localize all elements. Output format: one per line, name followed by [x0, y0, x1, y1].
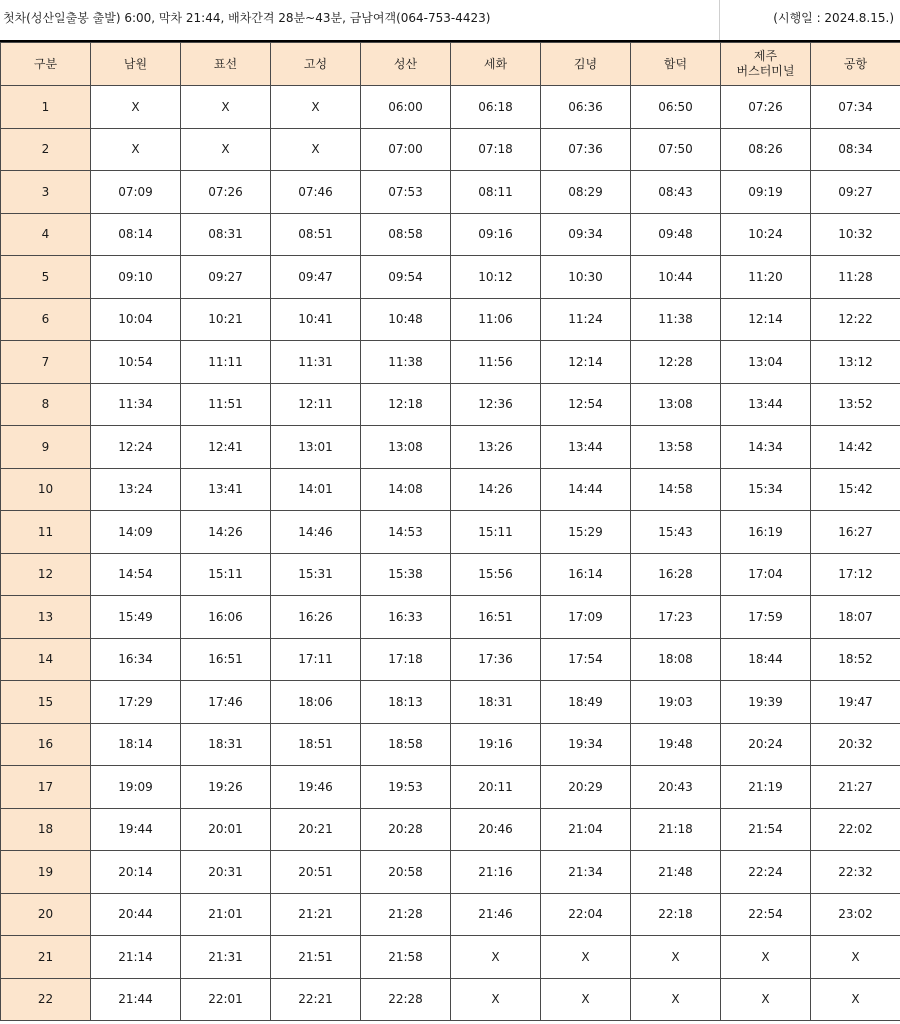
departure-time-cell: 19:53: [361, 766, 451, 809]
table-row: [1, 171, 900, 214]
departure-time-cell: 13:26: [451, 426, 541, 469]
departure-time-cell: X: [91, 86, 181, 129]
column-header-stop: 표선: [181, 43, 271, 86]
departure-time-cell: 22:32: [811, 851, 900, 894]
table-row: [1, 723, 900, 766]
departure-time-cell: 19:34: [541, 723, 631, 766]
trip-number-cell: 10: [1, 468, 91, 511]
trip-number-cell: 22: [1, 978, 91, 1021]
departure-time-cell: 09:10: [91, 256, 181, 299]
departure-time-cell: 16:26: [271, 596, 361, 639]
departure-time-cell: 07:00: [361, 128, 451, 171]
departure-time-cell: 20:14: [91, 851, 181, 894]
trip-number-cell: 9: [1, 426, 91, 469]
departure-time-cell: 21:31: [181, 936, 271, 979]
departure-time-cell: 10:21: [181, 298, 271, 341]
departure-time-cell: 14:44: [541, 468, 631, 511]
table-row: [1, 383, 900, 426]
departure-time-cell: 21:28: [361, 893, 451, 936]
departure-time-cell: 22:18: [631, 893, 721, 936]
table-row: [1, 511, 900, 554]
departure-time-cell: 11:11: [181, 341, 271, 384]
departure-time-cell: 14:42: [811, 426, 900, 469]
departure-time-cell: X: [541, 978, 631, 1021]
departure-time-cell: 21:48: [631, 851, 721, 894]
departure-time-cell: 16:33: [361, 596, 451, 639]
departure-time-cell: X: [631, 936, 721, 979]
table-row: [1, 596, 900, 639]
trip-number-cell: 3: [1, 171, 91, 214]
departure-time-cell: 21:58: [361, 936, 451, 979]
departure-time-cell: 12:18: [361, 383, 451, 426]
trip-number-cell: 13: [1, 596, 91, 639]
departure-time-cell: X: [181, 128, 271, 171]
departure-time-cell: 18:31: [451, 681, 541, 724]
departure-time-cell: X: [451, 978, 541, 1021]
departure-time-cell: X: [91, 128, 181, 171]
departure-time-cell: 18:31: [181, 723, 271, 766]
departure-time-cell: 13:44: [721, 383, 811, 426]
departure-time-cell: 08:34: [811, 128, 900, 171]
table-row: [1, 426, 900, 469]
departure-time-cell: 22:21: [271, 978, 361, 1021]
departure-time-cell: 20:43: [631, 766, 721, 809]
departure-time-cell: 10:12: [451, 256, 541, 299]
table-row: [1, 808, 900, 851]
departure-time-cell: 09:27: [811, 171, 900, 214]
departure-time-cell: 22:01: [181, 978, 271, 1021]
departure-time-cell: 08:43: [631, 171, 721, 214]
departure-time-cell: 19:03: [631, 681, 721, 724]
departure-time-cell: 18:51: [271, 723, 361, 766]
departure-time-cell: 11:38: [631, 298, 721, 341]
departure-time-cell: 11:34: [91, 383, 181, 426]
trip-number-cell: 19: [1, 851, 91, 894]
departure-time-cell: 18:08: [631, 638, 721, 681]
departure-time-cell: 19:26: [181, 766, 271, 809]
departure-time-cell: 13:01: [271, 426, 361, 469]
table-row: [1, 638, 900, 681]
departure-time-cell: 18:13: [361, 681, 451, 724]
departure-time-cell: X: [181, 86, 271, 129]
departure-time-cell: 20:28: [361, 808, 451, 851]
departure-time-cell: 09:16: [451, 213, 541, 256]
departure-time-cell: 09:27: [181, 256, 271, 299]
table-row: [1, 893, 900, 936]
table-row: [1, 128, 900, 171]
table-row: [1, 766, 900, 809]
departure-time-cell: 22:02: [811, 808, 900, 851]
departure-time-cell: 10:41: [271, 298, 361, 341]
schedule-info: 첫차(성산일출봉 출발) 6:00, 막차 21:44, 배차간격 28분~43분, 금남여객(064-753-4423): [3, 11, 491, 25]
departure-time-cell: 22:28: [361, 978, 451, 1021]
column-header-stop: 성산: [361, 43, 451, 86]
departure-time-cell: 17:29: [91, 681, 181, 724]
departure-time-cell: 19:39: [721, 681, 811, 724]
departure-time-cell: 16:14: [541, 553, 631, 596]
departure-time-cell: 20:11: [451, 766, 541, 809]
trip-number-cell: 5: [1, 256, 91, 299]
departure-time-cell: 11:31: [271, 341, 361, 384]
departure-time-cell: 09:47: [271, 256, 361, 299]
departure-time-cell: 16:06: [181, 596, 271, 639]
departure-time-cell: 14:34: [721, 426, 811, 469]
schedule-header: [0, 0, 900, 42]
departure-time-cell: 14:26: [181, 511, 271, 554]
table-row: [1, 298, 900, 341]
column-header-stop: 고성: [271, 43, 361, 86]
departure-time-cell: 14:01: [271, 468, 361, 511]
departure-time-cell: 18:06: [271, 681, 361, 724]
table-row: [1, 553, 900, 596]
table-row: [1, 978, 900, 1021]
departure-time-cell: 18:07: [811, 596, 900, 639]
departure-time-cell: 21:27: [811, 766, 900, 809]
departure-time-cell: 23:02: [811, 893, 900, 936]
departure-time-cell: 21:16: [451, 851, 541, 894]
departure-time-cell: 15:11: [451, 511, 541, 554]
departure-time-cell: 20:29: [541, 766, 631, 809]
departure-time-cell: 21:46: [451, 893, 541, 936]
departure-time-cell: 15:43: [631, 511, 721, 554]
departure-time-cell: 17:09: [541, 596, 631, 639]
departure-time-cell: 10:44: [631, 256, 721, 299]
trip-number-cell: 20: [1, 893, 91, 936]
departure-time-cell: 13:41: [181, 468, 271, 511]
departure-time-cell: 13:08: [361, 426, 451, 469]
departure-time-cell: 17:23: [631, 596, 721, 639]
departure-time-cell: 09:54: [361, 256, 451, 299]
table-row: [1, 256, 900, 299]
departure-time-cell: X: [811, 936, 900, 979]
departure-time-cell: 07:26: [181, 171, 271, 214]
departure-time-cell: 06:18: [451, 86, 541, 129]
departure-time-cell: 21:01: [181, 893, 271, 936]
departure-time-cell: 20:44: [91, 893, 181, 936]
departure-time-cell: 20:24: [721, 723, 811, 766]
departure-time-cell: X: [721, 936, 811, 979]
departure-time-cell: 18:44: [721, 638, 811, 681]
departure-time-cell: X: [811, 978, 900, 1021]
column-header-stop: 공항: [811, 43, 900, 86]
departure-time-cell: 11:28: [811, 256, 900, 299]
departure-time-cell: X: [271, 128, 361, 171]
departure-time-cell: 16:27: [811, 511, 900, 554]
departure-time-cell: 07:46: [271, 171, 361, 214]
header-divider: [719, 0, 720, 40]
column-header-stop: 제주 버스터미널: [721, 43, 811, 86]
departure-time-cell: 13:44: [541, 426, 631, 469]
departure-time-cell: 09:48: [631, 213, 721, 256]
departure-time-cell: 21:04: [541, 808, 631, 851]
departure-time-cell: 11:38: [361, 341, 451, 384]
departure-time-cell: X: [271, 86, 361, 129]
departure-time-cell: 10:24: [721, 213, 811, 256]
departure-time-cell: 08:51: [271, 213, 361, 256]
departure-time-cell: 08:58: [361, 213, 451, 256]
departure-time-cell: 13:08: [631, 383, 721, 426]
trip-number-cell: 6: [1, 298, 91, 341]
departure-time-cell: 08:14: [91, 213, 181, 256]
departure-time-cell: 17:59: [721, 596, 811, 639]
departure-time-cell: 21:44: [91, 978, 181, 1021]
departure-time-cell: 21:34: [541, 851, 631, 894]
departure-time-cell: 19:47: [811, 681, 900, 724]
departure-time-cell: 12:24: [91, 426, 181, 469]
departure-time-cell: 14:08: [361, 468, 451, 511]
departure-time-cell: 11:51: [181, 383, 271, 426]
trip-number-cell: 7: [1, 341, 91, 384]
trip-number-cell: 15: [1, 681, 91, 724]
departure-time-cell: 19:16: [451, 723, 541, 766]
departure-time-cell: 19:09: [91, 766, 181, 809]
column-header-stop: 김녕: [541, 43, 631, 86]
departure-time-cell: 16:28: [631, 553, 721, 596]
departure-time-cell: 12:36: [451, 383, 541, 426]
departure-time-cell: 14:53: [361, 511, 451, 554]
departure-time-cell: 09:34: [541, 213, 631, 256]
departure-time-cell: 15:11: [181, 553, 271, 596]
departure-time-cell: 11:56: [451, 341, 541, 384]
column-header-stop: 남원: [91, 43, 181, 86]
departure-time-cell: 17:36: [451, 638, 541, 681]
table-row: [1, 213, 900, 256]
departure-time-cell: 17:18: [361, 638, 451, 681]
departure-time-cell: 22:24: [721, 851, 811, 894]
departure-time-cell: 19:46: [271, 766, 361, 809]
departure-time-cell: 12:22: [811, 298, 900, 341]
departure-time-cell: 14:58: [631, 468, 721, 511]
departure-time-cell: 21:54: [721, 808, 811, 851]
trip-number-cell: 21: [1, 936, 91, 979]
departure-time-cell: 08:31: [181, 213, 271, 256]
departure-time-cell: 15:31: [271, 553, 361, 596]
departure-time-cell: 18:58: [361, 723, 451, 766]
departure-time-cell: 20:32: [811, 723, 900, 766]
departure-time-cell: 16:51: [181, 638, 271, 681]
departure-time-cell: 22:04: [541, 893, 631, 936]
departure-time-cell: 13:24: [91, 468, 181, 511]
departure-time-cell: 07:18: [451, 128, 541, 171]
departure-time-cell: 18:52: [811, 638, 900, 681]
departure-time-cell: 16:51: [451, 596, 541, 639]
departure-time-cell: 10:30: [541, 256, 631, 299]
departure-time-cell: 17:04: [721, 553, 811, 596]
departure-time-cell: 11:06: [451, 298, 541, 341]
trip-number-cell: 11: [1, 511, 91, 554]
trip-number-cell: 12: [1, 553, 91, 596]
departure-time-cell: 14:46: [271, 511, 361, 554]
departure-time-cell: 20:01: [181, 808, 271, 851]
departure-time-cell: 12:54: [541, 383, 631, 426]
departure-time-cell: 09:19: [721, 171, 811, 214]
departure-time-cell: X: [721, 978, 811, 1021]
departure-time-cell: 06:50: [631, 86, 721, 129]
departure-time-cell: 20:51: [271, 851, 361, 894]
departure-time-cell: 16:34: [91, 638, 181, 681]
departure-time-cell: 07:26: [721, 86, 811, 129]
departure-time-cell: 07:34: [811, 86, 900, 129]
column-header-stop: 세화: [451, 43, 541, 86]
departure-time-cell: 21:21: [271, 893, 361, 936]
departure-time-cell: 19:48: [631, 723, 721, 766]
departure-time-cell: 20:31: [181, 851, 271, 894]
departure-time-cell: 10:04: [91, 298, 181, 341]
departure-time-cell: 12:41: [181, 426, 271, 469]
trip-number-cell: 18: [1, 808, 91, 851]
effective-date: (시행일 : 2024.8.15.): [773, 11, 894, 25]
departure-time-cell: 21:19: [721, 766, 811, 809]
trip-number-cell: 16: [1, 723, 91, 766]
departure-time-cell: 21:51: [271, 936, 361, 979]
departure-time-cell: 17:54: [541, 638, 631, 681]
departure-time-cell: 12:11: [271, 383, 361, 426]
trip-number-cell: 17: [1, 766, 91, 809]
departure-time-cell: 15:42: [811, 468, 900, 511]
departure-time-cell: 11:24: [541, 298, 631, 341]
departure-time-cell: 13:58: [631, 426, 721, 469]
departure-time-cell: 20:21: [271, 808, 361, 851]
departure-time-cell: 13:04: [721, 341, 811, 384]
timetable-header-row: [1, 43, 900, 86]
departure-time-cell: 20:58: [361, 851, 451, 894]
departure-time-cell: 14:09: [91, 511, 181, 554]
departure-time-cell: 08:29: [541, 171, 631, 214]
departure-time-cell: 10:48: [361, 298, 451, 341]
departure-time-cell: 15:38: [361, 553, 451, 596]
departure-time-cell: 15:49: [91, 596, 181, 639]
departure-time-cell: 15:29: [541, 511, 631, 554]
departure-time-cell: X: [631, 978, 721, 1021]
departure-time-cell: 18:49: [541, 681, 631, 724]
trip-number-cell: 2: [1, 128, 91, 171]
departure-time-cell: 07:53: [361, 171, 451, 214]
departure-time-cell: 07:50: [631, 128, 721, 171]
table-row: [1, 341, 900, 384]
trip-number-cell: 8: [1, 383, 91, 426]
departure-time-cell: 10:32: [811, 213, 900, 256]
departure-time-cell: 13:52: [811, 383, 900, 426]
column-header-stop: 함덕: [631, 43, 721, 86]
departure-time-cell: 22:54: [721, 893, 811, 936]
timetable: [0, 42, 900, 1021]
departure-time-cell: 10:54: [91, 341, 181, 384]
table-row: [1, 851, 900, 894]
table-row: [1, 681, 900, 724]
departure-time-cell: 17:46: [181, 681, 271, 724]
departure-time-cell: 14:26: [451, 468, 541, 511]
departure-time-cell: 17:12: [811, 553, 900, 596]
departure-time-cell: 16:19: [721, 511, 811, 554]
departure-time-cell: 12:28: [631, 341, 721, 384]
table-row: [1, 86, 900, 129]
departure-time-cell: 12:14: [541, 341, 631, 384]
departure-time-cell: 15:56: [451, 553, 541, 596]
departure-time-cell: 07:36: [541, 128, 631, 171]
departure-time-cell: 20:46: [451, 808, 541, 851]
table-row: [1, 468, 900, 511]
trip-number-cell: 1: [1, 86, 91, 129]
departure-time-cell: 11:20: [721, 256, 811, 299]
departure-time-cell: 12:14: [721, 298, 811, 341]
table-row: [1, 936, 900, 979]
departure-time-cell: 06:00: [361, 86, 451, 129]
departure-time-cell: 06:36: [541, 86, 631, 129]
departure-time-cell: 19:44: [91, 808, 181, 851]
trip-number-cell: 14: [1, 638, 91, 681]
departure-time-cell: 14:54: [91, 553, 181, 596]
departure-time-cell: 13:12: [811, 341, 900, 384]
departure-time-cell: 21:14: [91, 936, 181, 979]
departure-time-cell: X: [451, 936, 541, 979]
departure-time-cell: 17:11: [271, 638, 361, 681]
departure-time-cell: 07:09: [91, 171, 181, 214]
timetable-body: [1, 86, 900, 1021]
departure-time-cell: 08:11: [451, 171, 541, 214]
departure-time-cell: 18:14: [91, 723, 181, 766]
trip-number-cell: 4: [1, 213, 91, 256]
departure-time-cell: X: [541, 936, 631, 979]
column-header-category: 구분: [1, 43, 91, 86]
departure-time-cell: 15:34: [721, 468, 811, 511]
departure-time-cell: 08:26: [721, 128, 811, 171]
departure-time-cell: 21:18: [631, 808, 721, 851]
